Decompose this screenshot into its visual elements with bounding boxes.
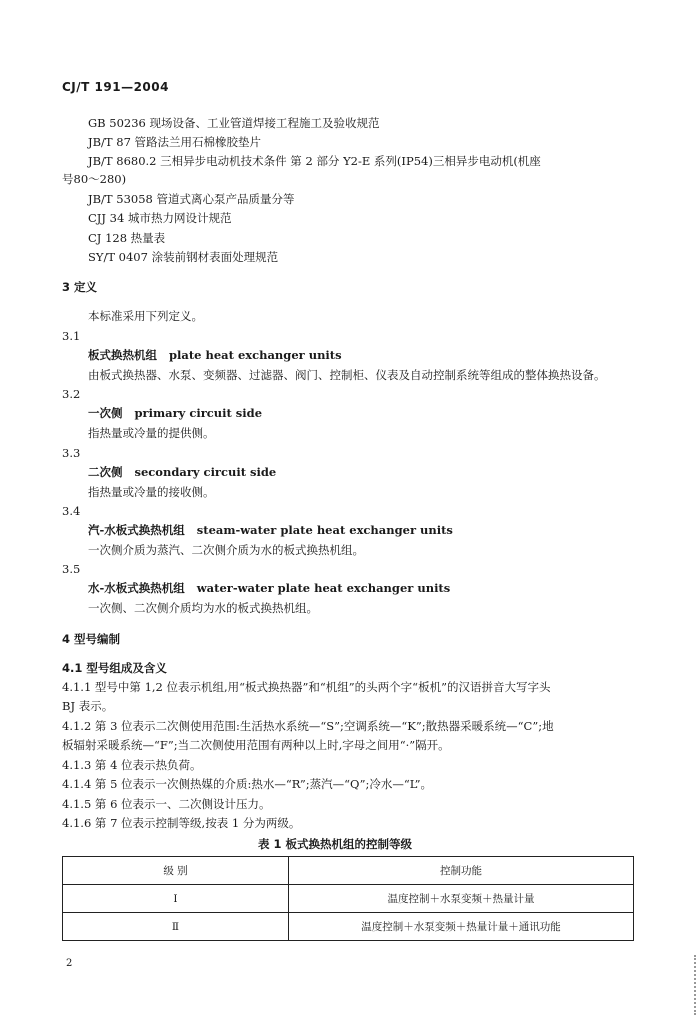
def-term (88, 347, 342, 363)
def-term-zh: 一次侧 (88, 406, 123, 420)
clause-line: 板辐射采暖系统—“F”;当二次侧使用范围有两种以上时,字母之间用“·”隔开。 (62, 738, 450, 752)
def-description: 指热量或冷量的接收侧。 (88, 485, 215, 499)
control-level-table (62, 856, 634, 941)
def-number: 3.3 (62, 446, 81, 460)
ref-line: CJJ 34 城市热力网设计规范 (88, 211, 232, 225)
def-description: 指热量或冷量的提供侧。 (88, 426, 215, 440)
clause-line: 4.1.4 第 5 位表示一次侧热媒的介质:热水—“R”;蒸汽—“Q”;冷水—“L”。 (62, 777, 432, 791)
def-term-en: plate heat exchanger units (169, 348, 342, 362)
table-caption: 表 1 板式换热机组的控制等级 (258, 837, 413, 851)
clause-line: 4.1.1 型号中第 1,2 位表示机组,用“板式换热器”和“机组”的头两个字“板机”的汉语拼音大写字头 (62, 680, 551, 694)
table-cell: 温度控制＋水泵变频＋热量计量＋通讯功能 (289, 913, 634, 941)
ref-line: 号80～280) (62, 172, 127, 186)
scan-edge-marks (690, 955, 696, 1015)
page-number: 2 (66, 958, 73, 969)
clause-line: 4.1.2 第 3 位表示二次侧使用范围:生活热水系统—“S”;空调系统—“K”;散热器采暖系统—“C”;地 (62, 719, 554, 733)
table-row (63, 913, 634, 941)
ref-line: SY/T 0407 涂装前钢材表面处理规范 (88, 250, 279, 264)
def-term-en: water-water plate heat exchanger units (196, 581, 451, 595)
ref-line: CJ 128 热量表 (88, 231, 166, 245)
def-term (88, 464, 276, 480)
table-cell: 温度控制＋水泵变频＋热量计量 (289, 885, 634, 913)
clause-line: BJ 表示。 (62, 699, 114, 713)
def-term (88, 405, 262, 421)
clause-line: 4.1.3 第 4 位表示热负荷。 (62, 758, 202, 772)
section-4-title: 4 型号编制 (62, 632, 121, 646)
def-number: 3.2 (62, 387, 81, 401)
def-term-zh: 水-水板式换热机组 (88, 581, 185, 595)
table-row (63, 885, 634, 913)
section-3-title: 3 定义 (62, 280, 98, 294)
def-term-en: steam-water plate heat exchanger units (196, 523, 453, 537)
ref-line: JB/T 87 管路法兰用石棉橡胶垫片 (88, 135, 262, 149)
def-number: 3.1 (62, 329, 81, 343)
def-term-zh: 二次侧 (88, 465, 123, 479)
standard-header: CJ/T 191—2004 (62, 80, 169, 94)
clause-line: 4.1.5 第 6 位表示一、二次侧设计压力。 (62, 797, 271, 811)
table-cell: Ⅰ (63, 885, 289, 913)
def-number: 3.4 (62, 504, 81, 518)
def-term-en: primary circuit side (134, 406, 263, 420)
ref-line: JB/T 53058 管道式离心泵产品质量分等 (88, 192, 295, 206)
ref-line: JB/T 8680.2 三相异步电动机技术条件 第 2 部分 Y2-E 系列(IP54)三相异步电动机(机座 (88, 154, 541, 168)
table-header-cell: 控制功能 (289, 857, 634, 885)
def-description: 一次侧介质为蒸汽、二次侧介质为水的板式换热机组。 (88, 543, 364, 557)
def-term (88, 522, 453, 538)
def-term (88, 580, 450, 596)
def-description: 由板式换热器、水泵、变频器、过滤器、阀门、控制柜、仪表及自动控制系统等组成的整体换热设备。 (88, 368, 606, 382)
ref-line: GB 50236 现场设备、工业管道焊接工程施工及验收规范 (88, 116, 380, 130)
subsection-4-1-title: 4.1 型号组成及含义 (62, 661, 167, 675)
def-description: 一次侧、二次侧介质均为水的板式换热机组。 (88, 601, 318, 615)
def-term-en: secondary circuit side (134, 465, 277, 479)
def-term-zh: 汽-水板式换热机组 (88, 523, 185, 537)
table-header-row (63, 857, 634, 885)
def-term-zh: 板式换热机组 (88, 348, 157, 362)
table-header-cell: 级 别 (63, 857, 289, 885)
section-3-intro: 本标准采用下列定义。 (88, 309, 203, 323)
def-number: 3.5 (62, 562, 81, 576)
clause-line: 4.1.6 第 7 位表示控制等级,按表 1 分为两级。 (62, 816, 301, 830)
table-cell: Ⅱ (63, 913, 289, 941)
